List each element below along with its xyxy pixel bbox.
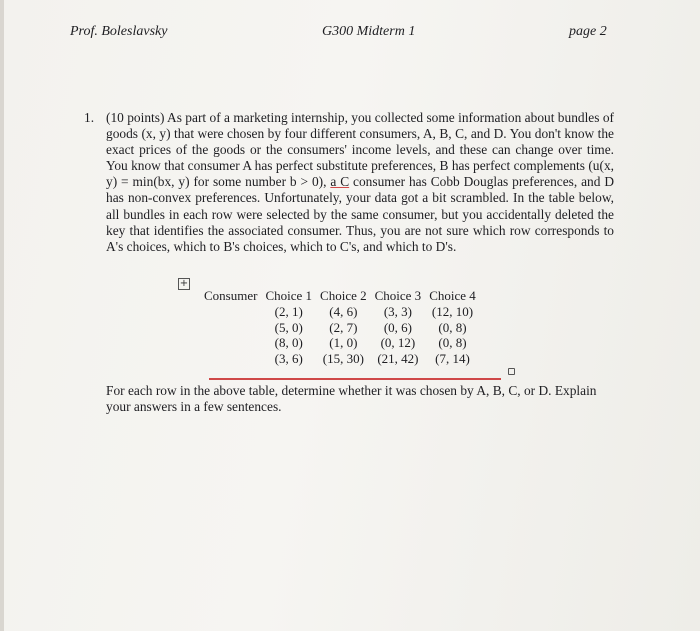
course-title: G300 Midterm 1	[322, 24, 416, 39]
table-cell: (0, 8)	[438, 335, 467, 351]
table-header-cell: Consumer	[204, 288, 258, 303]
table-cell: (15, 30)	[322, 351, 364, 367]
table-cell: (0, 8)	[438, 319, 467, 335]
choices-table	[200, 288, 480, 367]
table-row	[200, 304, 480, 320]
problem-text	[106, 110, 614, 255]
small-checkbox-icon	[508, 368, 515, 375]
table-cell: (12, 10)	[431, 303, 474, 319]
table-cell: (4, 6)	[329, 303, 358, 319]
table-cell: (7, 14)	[435, 351, 470, 367]
problem-text-part1: (10 points) As part of a marketing internship, you collected some information about bundles of goods (x, y) that were chosen by four different consumers, A, B, C, and D. You don't know the exact prices of the goods or the consumers' income levels, and these can change over time. You know that consumer A has perfect substitute preferences, B has perfect complements (u(x, y) = min(bx, y) for some number b > 0),	[106, 110, 614, 190]
table-cell: (2, 7)	[329, 319, 358, 335]
table-header-cell: Choice 4	[429, 288, 476, 303]
table-cell: (3, 3)	[383, 303, 412, 319]
problem-text-annotated: a C	[330, 174, 350, 190]
table-row	[200, 320, 480, 336]
table-row	[200, 335, 480, 351]
table-header-row	[200, 288, 480, 304]
table-cell: (5, 0)	[274, 319, 303, 335]
expand-table-icon[interactable]: +	[179, 278, 189, 289]
table-cell: (1, 0)	[329, 335, 358, 351]
table-header-cell: Choice 1	[265, 288, 313, 303]
table-cell: (2, 1)	[274, 303, 303, 319]
author-name: Prof. Boleslavsky	[70, 24, 168, 39]
page-header	[0, 20, 700, 46]
table-cell: (3, 6)	[274, 351, 303, 367]
problem-block	[84, 110, 614, 255]
table-header-cell: Choice 3	[374, 288, 422, 303]
table-cell: (8, 0)	[274, 335, 303, 351]
table-row	[200, 351, 480, 367]
page-edge-shadow	[0, 0, 4, 631]
table-cell: (0, 12)	[380, 335, 416, 351]
table-header-cell: Choice 2	[320, 288, 367, 303]
followup-instructions: For each row in the above table, determine whether it was chosen by A, B, C, or D. Explain your answers in a few sentences.	[106, 383, 597, 414]
red-annotation-line	[209, 378, 501, 380]
table-cell: (0, 6)	[383, 319, 412, 335]
problem-number: 1.	[84, 110, 95, 125]
problem-text-part2: consumer has Cobb Douglas preferences, and D has non-convex preferences. Unfortunately, your data got a bit scrambled. In the table below, all bundles in each row were selected by the same consumer, but you accidentally deleted the key that identifies the associated consumer. Thus, you are not sure which row corresponds to A's choices, which to B's choices, which to C's, and which to D's.	[106, 174, 614, 254]
page-number: page 2	[569, 24, 607, 39]
table-cell: (21, 42)	[377, 351, 419, 367]
